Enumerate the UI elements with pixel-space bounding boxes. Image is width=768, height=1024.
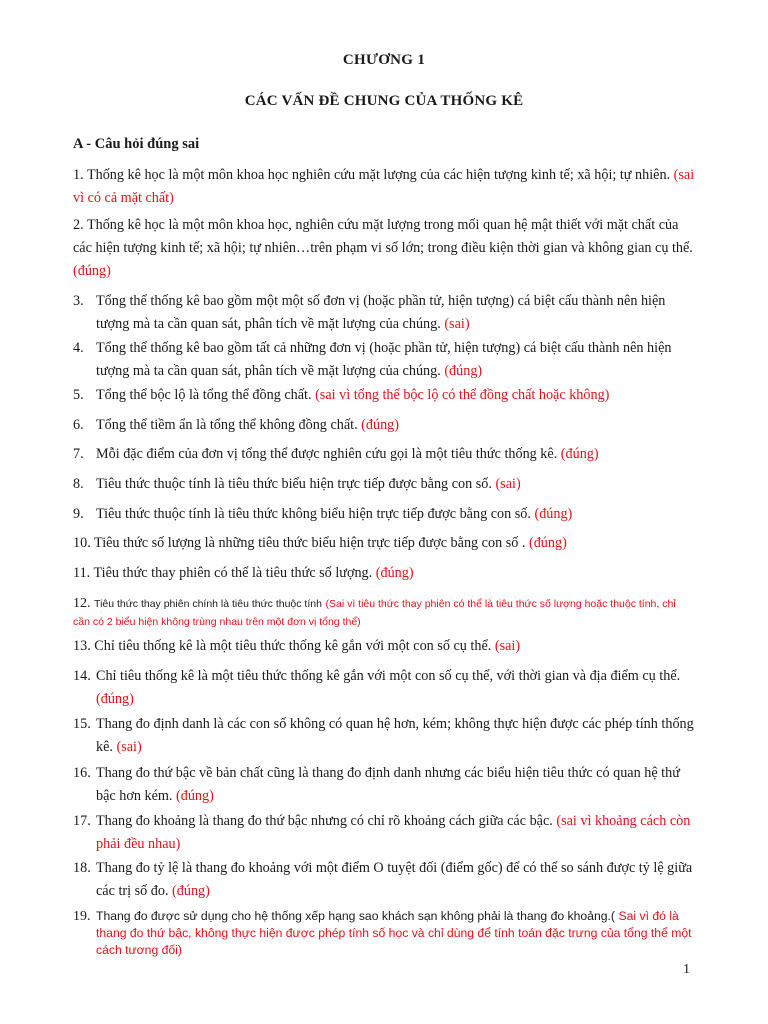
question-number: 15. [73, 716, 91, 732]
question-answer: (đúng) [528, 535, 567, 551]
question-number: 12. [73, 596, 91, 611]
question-answer: (sai) [494, 638, 521, 654]
question-number: 13. [73, 638, 91, 654]
question-4 [73, 337, 695, 383]
question-1 [73, 164, 695, 210]
question-3 [73, 290, 695, 336]
question-text: Chỉ tiêu thống kê là một tiêu thức thống kê gắn với một con số cụ thể. [94, 638, 492, 654]
question-text: Tiêu thức thay phiên chính là tiêu thức thuộc tính [94, 598, 322, 610]
question-answer: (đúng) [534, 506, 573, 522]
question-number: 5. [73, 387, 84, 403]
question-number: 18. [73, 860, 91, 876]
question-number: 16. [73, 765, 91, 781]
question-number: 11. [73, 565, 91, 581]
question-number: 7. [73, 446, 84, 462]
chapter-title: CÁC VẤN ĐỀ CHUNG CỦA THỐNG KÊ [244, 93, 524, 109]
question-text: Thang đo khoảng là thang đo thứ bậc nhưng có chỉ rõ khoảng cách giữa các bậc. [96, 813, 553, 829]
question-16 [73, 762, 703, 808]
question-answer: (đúng) [172, 883, 210, 899]
question-text: Tiêu thức thay phiên có thể là tiêu thức số lượng. [93, 565, 373, 581]
chapter-heading: CHƯƠNG 1 [342, 52, 426, 68]
question-number: 3. [73, 293, 84, 309]
question-answer: Sai vì đó là thang đo thứ bậc, không thực hiện được phép tính số học và chỉ dùng để tính toán đặc trưng của tổng thể một cách tương đối) [96, 909, 692, 957]
question-text: Thang đo tỷ lệ là thang đo khoảng với một điểm O tuyệt đối (điểm gốc) để có thể so sánh được tỷ lệ giữa các trị số đo. [96, 860, 693, 899]
question-17 [73, 810, 703, 856]
question-15 [73, 713, 703, 759]
question-7 [73, 443, 695, 466]
question-answer: (đúng) [73, 263, 111, 279]
question-text: Tiêu thức thuộc tính là tiêu thức không biểu hiện trực tiếp được bằng con số. [96, 506, 531, 522]
question-18 [73, 857, 703, 903]
question-text: Thang đo thứ bậc về bản chất cũng là thang đo định danh nhưng các biểu hiện tiêu thức có quan hệ thứ bậc hơn kém. [96, 765, 680, 804]
question-text: Tiêu thức số lượng là những tiêu thức biểu hiện trực tiếp được bằng con số . [94, 535, 526, 551]
question-5 [73, 384, 695, 407]
question-text: Chỉ tiêu thống kê là một tiêu thức thống kê gắn với một con số cụ thể, với thời gian và địa điểm cụ thể. [96, 668, 681, 684]
question-13 [73, 635, 695, 658]
question-number: 14. [73, 668, 91, 684]
question-answer: (đúng) [361, 417, 399, 433]
question-number: 8. [73, 476, 84, 492]
question-19 [73, 908, 703, 959]
question-text: Thang đo được sử dụng cho hệ thống xếp hạng sao khách sạn không phải là thang đo khoảng.( [96, 909, 615, 923]
question-number: 1. [73, 167, 84, 183]
question-answer: (sai) [116, 739, 142, 755]
question-answer: (đúng) [96, 691, 134, 707]
question-number: 19. [73, 909, 91, 924]
question-answer: (đúng) [375, 565, 414, 581]
question-number: 9. [73, 506, 84, 522]
question-answer: (đúng) [444, 363, 483, 379]
question-answer: (đúng) [560, 446, 599, 462]
question-text: Tổng thể thống kê bao gồm một một số đơn vị (hoặc phần tử, hiện tượng) cá biệt cấu thành nên hiện tượng mà ta cần quan sát, phân tích về mặt lượng của chúng. [96, 293, 666, 332]
question-text: Thống kê học là một môn khoa học nghiên cứu mặt lượng của các hiện tượng kinh tế; xã hội; tự nhiên. [86, 167, 671, 183]
question-6 [73, 414, 695, 437]
question-text: Mỗi đặc điểm của đơn vị tổng thể được nghiên cứu gọi là một tiêu thức thống kê. [96, 446, 558, 462]
question-10 [73, 532, 695, 555]
question-number: 2. [73, 217, 84, 233]
question-number: 4. [73, 340, 84, 356]
question-number: 17. [73, 813, 91, 829]
question-12 [73, 595, 695, 631]
question-text: Tiêu thức thuộc tính là tiêu thức biểu hiện trực tiếp được bằng con số. [96, 476, 492, 492]
question-text: Thống kê học là một môn khoa học, nghiên cứu mặt lượng trong mối quan hệ mật thiết với mặt chất của các hiện tượng kinh tế; xã hội; tự nhiên…trên phạm vi số lớn; trong điều kiện thời gian và không gian cụ thể. [73, 217, 693, 256]
question-answer: (sai) [444, 316, 470, 332]
section-heading: A - Câu hỏi đúng sai [73, 136, 200, 152]
question-text: Tổng thể tiềm ẩn là tổng thể không đồng chất. [96, 417, 358, 433]
question-answer: (sai vì có cả mặt chất) [73, 167, 695, 206]
question-text: Thang đo định danh là các con số không có quan hệ hơn, kém; không thực hiện được các phép tính thống kê. [96, 716, 694, 755]
question-11 [73, 562, 695, 585]
question-2 [73, 214, 695, 283]
question-text: Tổng thể thống kê bao gồm tất cả những đơn vị (hoặc phần tử, hiện tượng) cá biệt cấu thành nên hiện tượng mà ta cần quan sát, phân tích về mặt lượng của chúng. [96, 340, 672, 379]
page-number: 1 [683, 962, 690, 977]
question-answer: (sai vì tổng thể bộc lộ có thể đồng chất hoặc không) [315, 387, 610, 403]
question-answer: (sai) [495, 476, 521, 492]
question-answer: (Sai vì tiêu thức thay phiên có thể là tiêu thức số lượng hoặc thuộc tính, chỉ cần có 2 biểu hiện không trùng nhau trên một đơn vị tổng thể) [73, 598, 676, 628]
question-answer: (sai vì khoảng cách còn phải đều nhau) [96, 813, 691, 852]
question-9 [73, 503, 695, 526]
question-answer: (đúng) [176, 788, 214, 804]
question-number: 6. [73, 417, 84, 433]
question-14 [73, 665, 703, 711]
question-text: Tổng thể bộc lộ là tổng thể đồng chất. [96, 387, 312, 403]
question-8 [73, 473, 695, 496]
question-number: 10. [73, 535, 91, 551]
